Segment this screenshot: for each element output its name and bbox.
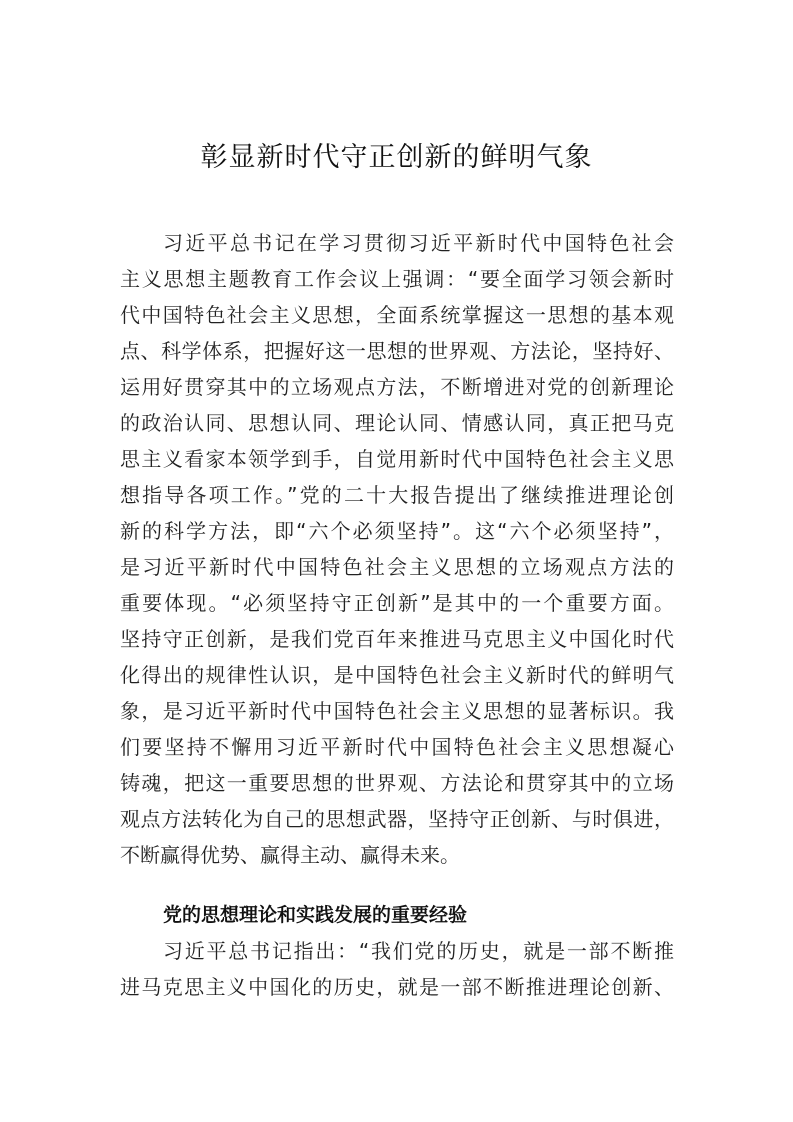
paragraph-line: 点、科学体系，把握好这一思想的世界观、方法论，坚持好、	[120, 339, 674, 363]
paragraph-line: 主义思想主题教育工作会议上强调：“要全面学习领会新时	[120, 267, 674, 291]
paragraph-line: 的政治认同、思想认同、理论认同、情感认同，真正把马克	[120, 411, 674, 435]
document-title: 彰显新时代守正创新的鲜明气象	[200, 142, 593, 173]
paragraph-line: 代中国特色社会主义思想，全面系统掌握这一思想的基本观	[120, 303, 674, 327]
paragraph-line: 重要体现。“必须坚持守正创新”是其中的一个重要方面。	[120, 591, 674, 615]
paragraph-line: 坚持守正创新，是我们党百年来推进马克思主义中国化时代	[120, 627, 674, 651]
paragraph-line: 不断赢得优势、赢得主动、赢得未来。	[120, 843, 460, 867]
paragraph-line: 想指导各项工作。”党的二十大报告提出了继续推进理论创	[120, 483, 674, 507]
section-heading: 党的思想理论和实践发展的重要经验	[163, 904, 468, 926]
paragraph-line: 化得出的规律性认识，是中国特色社会主义新时代的鲜明气	[120, 663, 674, 687]
paragraph-line: 象，是习近平新时代中国特色社会主义思想的显著标识。我	[120, 699, 674, 723]
paragraph-line: 们要坚持不懈用习近平新时代中国特色社会主义思想凝心	[120, 735, 674, 759]
paragraph-line: 铸魂，把这一重要思想的世界观、方法论和贯穿其中的立场	[120, 771, 674, 795]
paragraph-line: 运用好贯穿其中的立场观点方法，不断增进对党的创新理论	[120, 375, 674, 399]
paragraph-line: 观点方法转化为自己的思想武器，坚持守正创新、与时俱进，	[120, 807, 674, 831]
paragraph-line: 进马克思主义中国化的历史，就是一部不断推进理论创新、	[120, 975, 674, 999]
paragraph-line: 是习近平新时代中国特色社会主义思想的立场观点方法的	[120, 555, 674, 579]
paragraph-line: 新的科学方法，即“六个必须坚持”。这“六个必须坚持”，	[120, 519, 674, 543]
paragraph-line: 习近平总书记在学习贯彻习近平新时代中国特色社会	[163, 231, 674, 255]
paragraph-line: 思主义看家本领学到手，自觉用新时代中国特色社会主义思	[120, 447, 674, 471]
paragraph-line: 习近平总书记指出：“我们党的历史，就是一部不断推	[163, 939, 674, 963]
